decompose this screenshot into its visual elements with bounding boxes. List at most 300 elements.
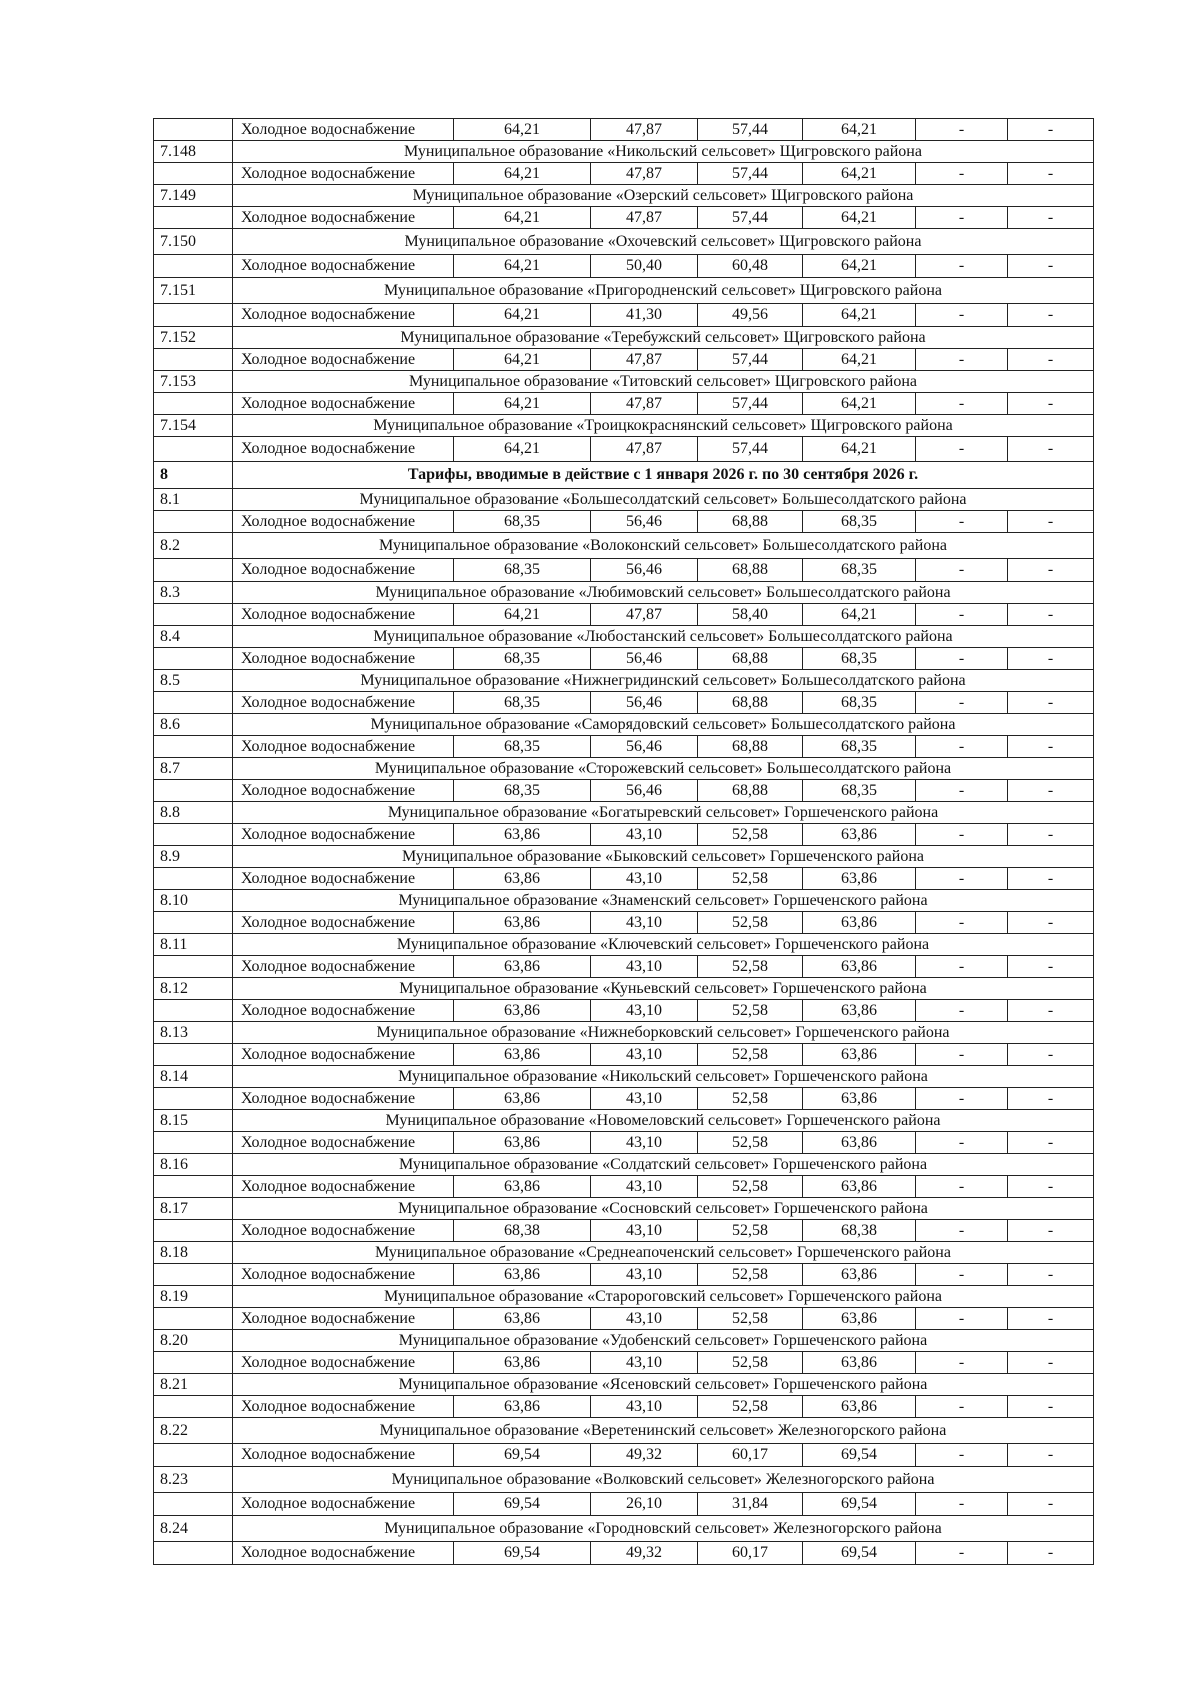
- municipality-row: [154, 670, 1094, 692]
- row-number-cell: [154, 912, 233, 934]
- tariff-value-cell: 63,86: [803, 1132, 916, 1154]
- tariff-value-cell: -: [1008, 604, 1094, 626]
- tariff-value-cell: -: [1008, 1542, 1094, 1565]
- municipality-row: [154, 371, 1094, 393]
- tariff-value-cell: -: [1008, 736, 1094, 758]
- service-name-cell: Холодное водоснабжение: [233, 1000, 454, 1022]
- row-number-cell: 8.7: [154, 758, 233, 780]
- tariff-value-cell: 63,86: [803, 824, 916, 846]
- service-name-cell: Холодное водоснабжение: [233, 163, 454, 185]
- tariff-value-cell: -: [916, 255, 1008, 278]
- service-row: [154, 1132, 1094, 1154]
- municipality-title: Муниципальное образование «Быковский сельсовет» Горшеченского района: [233, 846, 1094, 868]
- municipality-title: Муниципальное образование «Любостанский сельсовет» Большесолдатского района: [233, 626, 1094, 648]
- tariff-value-cell: -: [916, 1493, 1008, 1516]
- tariff-value-cell: 56,46: [591, 559, 698, 582]
- row-number-cell: [154, 1308, 233, 1330]
- tariff-value-cell: -: [916, 648, 1008, 670]
- tariff-value-cell: 60,17: [698, 1542, 803, 1565]
- service-name-cell: Холодное водоснабжение: [233, 119, 454, 141]
- service-name-cell: Холодное водоснабжение: [233, 868, 454, 890]
- municipality-row: [154, 185, 1094, 207]
- row-number-cell: [154, 1132, 233, 1154]
- row-number-cell: [154, 824, 233, 846]
- tariff-value-cell: -: [1008, 1044, 1094, 1066]
- service-name-cell: Холодное водоснабжение: [233, 780, 454, 802]
- tariff-value-cell: -: [1008, 1308, 1094, 1330]
- municipality-title: Муниципальное образование «Озерский сельсовет» Щигровского района: [233, 185, 1094, 207]
- tariff-value-cell: 68,38: [454, 1220, 591, 1242]
- municipality-row: [154, 278, 1094, 304]
- service-name-cell: Холодное водоснабжение: [233, 736, 454, 758]
- tariff-value-cell: 64,21: [454, 349, 591, 371]
- row-number-cell: [154, 1044, 233, 1066]
- service-row: [154, 604, 1094, 626]
- municipality-row: [154, 1110, 1094, 1132]
- tariff-value-cell: 52,58: [698, 1088, 803, 1110]
- tariff-table: [153, 118, 1094, 1565]
- tariff-value-cell: -: [1008, 393, 1094, 415]
- municipality-title: Муниципальное образование «Солдатский сельсовет» Горшеченского района: [233, 1154, 1094, 1176]
- tariff-value-cell: -: [916, 736, 1008, 758]
- tariff-value-cell: 63,86: [454, 868, 591, 890]
- tariff-value-cell: -: [1008, 1444, 1094, 1467]
- tariff-value-cell: 56,46: [591, 736, 698, 758]
- service-row: [154, 824, 1094, 846]
- row-number-cell: [154, 393, 233, 415]
- tariff-value-cell: 63,86: [803, 1044, 916, 1066]
- tariff-value-cell: -: [916, 1308, 1008, 1330]
- tariff-value-cell: 43,10: [591, 1132, 698, 1154]
- tariff-value-cell: -: [1008, 1264, 1094, 1286]
- row-number-cell: [154, 604, 233, 626]
- tariff-value-cell: 52,58: [698, 1000, 803, 1022]
- municipality-title: Муниципальное образование «Среднеапоченский сельсовет» Горшеченского района: [233, 1242, 1094, 1264]
- tariff-value-cell: 68,35: [454, 692, 591, 714]
- tariff-value-cell: 47,87: [591, 604, 698, 626]
- tariff-value-cell: 26,10: [591, 1493, 698, 1516]
- municipality-row: [154, 1286, 1094, 1308]
- municipality-title: Муниципальное образование «Нижнегридинский сельсовет» Большесолдатского района: [233, 670, 1094, 692]
- tariff-value-cell: 43,10: [591, 1396, 698, 1418]
- service-row: [154, 207, 1094, 229]
- tariff-value-cell: 52,58: [698, 1044, 803, 1066]
- tariff-value-cell: 63,86: [454, 1088, 591, 1110]
- tariff-value-cell: -: [916, 824, 1008, 846]
- tariff-value-cell: -: [916, 1542, 1008, 1565]
- service-row: [154, 1308, 1094, 1330]
- municipality-title: Муниципальное образование «Сторожевский сельсовет» Большесолдатского района: [233, 758, 1094, 780]
- service-row: [154, 511, 1094, 533]
- tariff-value-cell: 64,21: [454, 393, 591, 415]
- municipality-row: [154, 582, 1094, 604]
- tariff-value-cell: -: [1008, 163, 1094, 185]
- tariff-value-cell: 64,21: [803, 207, 916, 229]
- tariff-value-cell: 56,46: [591, 511, 698, 533]
- tariff-value-cell: -: [916, 1176, 1008, 1198]
- municipality-row: [154, 978, 1094, 1000]
- tariff-value-cell: 68,88: [698, 736, 803, 758]
- service-row: [154, 1444, 1094, 1467]
- row-number-cell: [154, 437, 233, 462]
- tariff-value-cell: 63,86: [454, 1352, 591, 1374]
- tariff-value-cell: -: [1008, 868, 1094, 890]
- tariff-value-cell: 47,87: [591, 349, 698, 371]
- row-number-cell: [154, 868, 233, 890]
- tariff-value-cell: 49,32: [591, 1542, 698, 1565]
- row-number-cell: 8.24: [154, 1516, 233, 1542]
- tariff-value-cell: -: [916, 1132, 1008, 1154]
- tariff-value-cell: -: [1008, 437, 1094, 462]
- row-number-cell: 8.9: [154, 846, 233, 868]
- tariff-value-cell: -: [1008, 349, 1094, 371]
- service-name-cell: Холодное водоснабжение: [233, 437, 454, 462]
- row-number-cell: [154, 1542, 233, 1565]
- tariff-value-cell: 63,86: [454, 956, 591, 978]
- tariff-value-cell: -: [1008, 1000, 1094, 1022]
- tariff-value-cell: 64,21: [803, 255, 916, 278]
- tariff-value-cell: 43,10: [591, 1308, 698, 1330]
- tariff-value-cell: 69,54: [803, 1542, 916, 1565]
- tariff-value-cell: -: [916, 393, 1008, 415]
- municipality-title: Муниципальное образование «Никольский сельсовет» Горшеченского района: [233, 1066, 1094, 1088]
- municipality-title: Муниципальное образование «Старороговский сельсовет» Горшеченского района: [233, 1286, 1094, 1308]
- service-row: [154, 1220, 1094, 1242]
- service-name-cell: Холодное водоснабжение: [233, 824, 454, 846]
- row-number-cell: 8.13: [154, 1022, 233, 1044]
- tariff-value-cell: 47,87: [591, 207, 698, 229]
- tariff-value-cell: 43,10: [591, 956, 698, 978]
- municipality-row: [154, 415, 1094, 437]
- tariff-value-cell: 69,54: [803, 1444, 916, 1467]
- municipality-title: Муниципальное образование «Новомеловский сельсовет» Горшеченского района: [233, 1110, 1094, 1132]
- row-number-cell: [154, 511, 233, 533]
- row-number-cell: 7.154: [154, 415, 233, 437]
- municipality-title: Муниципальное образование «Любимовский сельсовет» Большесолдатского района: [233, 582, 1094, 604]
- service-name-cell: Холодное водоснабжение: [233, 255, 454, 278]
- municipality-row: [154, 626, 1094, 648]
- service-row: [154, 1396, 1094, 1418]
- service-row: [154, 304, 1094, 327]
- service-name-cell: Холодное водоснабжение: [233, 1220, 454, 1242]
- row-number-cell: [154, 1264, 233, 1286]
- tariff-value-cell: 68,88: [698, 692, 803, 714]
- municipality-row: [154, 934, 1094, 956]
- municipality-row: [154, 1330, 1094, 1352]
- tariff-value-cell: 57,44: [698, 207, 803, 229]
- tariff-value-cell: 60,48: [698, 255, 803, 278]
- row-number-cell: [154, 956, 233, 978]
- tariff-value-cell: 47,87: [591, 119, 698, 141]
- tariff-value-cell: 43,10: [591, 1000, 698, 1022]
- tariff-value-cell: -: [1008, 912, 1094, 934]
- tariff-value-cell: 50,40: [591, 255, 698, 278]
- tariff-value-cell: 63,86: [454, 1044, 591, 1066]
- row-number-cell: 7.149: [154, 185, 233, 207]
- tariff-value-cell: 52,58: [698, 1308, 803, 1330]
- municipality-row: [154, 714, 1094, 736]
- tariff-value-cell: -: [1008, 559, 1094, 582]
- tariff-value-cell: 64,21: [803, 604, 916, 626]
- tariff-value-cell: 69,54: [803, 1493, 916, 1516]
- row-number-cell: [154, 255, 233, 278]
- municipality-title: Муниципальное образование «Волковский сельсовет» Железногорского района: [233, 1467, 1094, 1493]
- tariff-value-cell: -: [1008, 119, 1094, 141]
- service-row: [154, 1044, 1094, 1066]
- service-name-cell: Холодное водоснабжение: [233, 207, 454, 229]
- row-number-cell: 8.19: [154, 1286, 233, 1308]
- tariff-value-cell: 63,86: [803, 1308, 916, 1330]
- tariff-value-cell: -: [1008, 207, 1094, 229]
- row-number-cell: 7.150: [154, 229, 233, 255]
- municipality-title: Муниципальное образование «Никольский сельсовет» Щигровского района: [233, 141, 1094, 163]
- municipality-title: Муниципальное образование «Теребужский сельсовет» Щигровского района: [233, 327, 1094, 349]
- service-row: [154, 349, 1094, 371]
- tariff-value-cell: 63,86: [454, 1264, 591, 1286]
- row-number-cell: 8.1: [154, 489, 233, 511]
- municipality-row: [154, 327, 1094, 349]
- tariff-value-cell: -: [916, 163, 1008, 185]
- service-row: [154, 912, 1094, 934]
- tariff-value-cell: 64,21: [803, 119, 916, 141]
- service-row: [154, 559, 1094, 582]
- tariff-value-cell: 68,35: [803, 780, 916, 802]
- municipality-row: [154, 890, 1094, 912]
- service-name-cell: Холодное водоснабжение: [233, 604, 454, 626]
- municipality-title: Муниципальное образование «Веретенинский сельсовет» Железногорского района: [233, 1418, 1094, 1444]
- tariff-value-cell: 68,88: [698, 780, 803, 802]
- row-number-cell: 8.14: [154, 1066, 233, 1088]
- tariff-value-cell: 52,58: [698, 956, 803, 978]
- row-number-cell: [154, 1352, 233, 1374]
- tariff-value-cell: 60,17: [698, 1444, 803, 1467]
- municipality-title: Муниципальное образование «Волоконский сельсовет» Большесолдатского района: [233, 533, 1094, 559]
- tariff-value-cell: -: [916, 1264, 1008, 1286]
- tariff-value-cell: 68,35: [803, 736, 916, 758]
- municipality-row: [154, 1066, 1094, 1088]
- tariff-value-cell: 52,58: [698, 1264, 803, 1286]
- service-name-cell: Холодное водоснабжение: [233, 912, 454, 934]
- municipality-row: [154, 141, 1094, 163]
- tariff-value-cell: 43,10: [591, 1044, 698, 1066]
- tariff-value-cell: -: [1008, 1176, 1094, 1198]
- tariff-value-cell: 52,58: [698, 1220, 803, 1242]
- tariff-value-cell: 64,21: [454, 255, 591, 278]
- tariff-value-cell: 64,21: [803, 437, 916, 462]
- service-name-cell: Холодное водоснабжение: [233, 304, 454, 327]
- tariff-value-cell: 68,38: [803, 1220, 916, 1242]
- municipality-row: [154, 846, 1094, 868]
- tariff-value-cell: 56,46: [591, 692, 698, 714]
- service-name-cell: Холодное водоснабжение: [233, 1088, 454, 1110]
- service-row: [154, 736, 1094, 758]
- tariff-value-cell: 63,86: [454, 1176, 591, 1198]
- tariff-value-cell: 52,58: [698, 1396, 803, 1418]
- municipality-title: Муниципальное образование «Пригородненский сельсовет» Щигровского района: [233, 278, 1094, 304]
- tariff-value-cell: 64,21: [803, 349, 916, 371]
- service-name-cell: Холодное водоснабжение: [233, 648, 454, 670]
- tariff-value-cell: -: [916, 692, 1008, 714]
- municipality-title: Муниципальное образование «Сосновский сельсовет» Горшеченского района: [233, 1198, 1094, 1220]
- tariff-value-cell: -: [916, 349, 1008, 371]
- service-row: [154, 1264, 1094, 1286]
- row-number-cell: 8.6: [154, 714, 233, 736]
- tariff-value-cell: 68,35: [803, 511, 916, 533]
- row-number-cell: [154, 1396, 233, 1418]
- service-row: [154, 1542, 1094, 1565]
- row-number-cell: 8.22: [154, 1418, 233, 1444]
- tariff-value-cell: 64,21: [454, 604, 591, 626]
- tariff-value-cell: 49,56: [698, 304, 803, 327]
- row-number-cell: [154, 119, 233, 141]
- row-number-cell: [154, 692, 233, 714]
- tariff-value-cell: 63,86: [803, 1088, 916, 1110]
- tariff-value-cell: 63,86: [454, 1396, 591, 1418]
- municipality-row: [154, 1198, 1094, 1220]
- tariff-value-cell: 41,30: [591, 304, 698, 327]
- tariff-value-cell: 47,87: [591, 393, 698, 415]
- tariff-value-cell: 63,86: [803, 1352, 916, 1374]
- section-title: Тарифы, вводимые в действие с 1 января 2026 г. по 30 сентября 2026 г.: [233, 462, 1094, 489]
- tariff-value-cell: 47,87: [591, 437, 698, 462]
- service-row: [154, 1088, 1094, 1110]
- tariff-value-cell: -: [1008, 824, 1094, 846]
- tariff-value-cell: 47,87: [591, 163, 698, 185]
- tariff-value-cell: 49,32: [591, 1444, 698, 1467]
- tariff-value-cell: -: [916, 868, 1008, 890]
- tariff-value-cell: 63,86: [803, 868, 916, 890]
- service-name-cell: Холодное водоснабжение: [233, 956, 454, 978]
- tariff-value-cell: 69,54: [454, 1542, 591, 1565]
- tariff-value-cell: 64,21: [454, 207, 591, 229]
- tariff-value-cell: -: [1008, 780, 1094, 802]
- tariff-value-cell: 57,44: [698, 163, 803, 185]
- row-number-cell: [154, 304, 233, 327]
- tariff-value-cell: 52,58: [698, 1352, 803, 1374]
- service-name-cell: Холодное водоснабжение: [233, 1308, 454, 1330]
- service-row: [154, 868, 1094, 890]
- row-number-cell: 8.3: [154, 582, 233, 604]
- service-row: [154, 1352, 1094, 1374]
- tariff-value-cell: -: [1008, 511, 1094, 533]
- municipality-row: [154, 1242, 1094, 1264]
- tariff-value-cell: 52,58: [698, 912, 803, 934]
- row-number-cell: 8.11: [154, 934, 233, 956]
- tariff-value-cell: -: [1008, 255, 1094, 278]
- municipality-row: [154, 533, 1094, 559]
- service-row: [154, 437, 1094, 462]
- tariff-value-cell: -: [916, 1352, 1008, 1374]
- tariff-value-cell: 43,10: [591, 1220, 698, 1242]
- tariff-value-cell: 64,21: [454, 304, 591, 327]
- tariff-value-cell: 63,86: [454, 1132, 591, 1154]
- tariff-value-cell: 63,86: [454, 1308, 591, 1330]
- tariff-value-cell: 43,10: [591, 1088, 698, 1110]
- service-name-cell: Холодное водоснабжение: [233, 1542, 454, 1565]
- row-number-cell: 8.16: [154, 1154, 233, 1176]
- municipality-title: Муниципальное образование «Удобенский сельсовет» Горшеченского района: [233, 1330, 1094, 1352]
- municipality-title: Муниципальное образование «Куньевский сельсовет» Горшеченского района: [233, 978, 1094, 1000]
- service-name-cell: Холодное водоснабжение: [233, 1493, 454, 1516]
- tariff-value-cell: 68,35: [803, 692, 916, 714]
- service-row: [154, 692, 1094, 714]
- tariff-value-cell: -: [916, 1396, 1008, 1418]
- service-name-cell: Холодное водоснабжение: [233, 692, 454, 714]
- service-row: [154, 648, 1094, 670]
- row-number-cell: 8: [154, 462, 233, 489]
- tariff-value-cell: -: [916, 1000, 1008, 1022]
- service-row: [154, 956, 1094, 978]
- tariff-value-cell: 68,88: [698, 648, 803, 670]
- municipality-row: [154, 1154, 1094, 1176]
- service-row: [154, 1493, 1094, 1516]
- municipality-title: Муниципальное образование «Большесолдатский сельсовет» Большесолдатского района: [233, 489, 1094, 511]
- tariff-value-cell: 43,10: [591, 912, 698, 934]
- row-number-cell: [154, 1000, 233, 1022]
- tariff-value-cell: -: [916, 207, 1008, 229]
- tariff-value-cell: -: [1008, 1493, 1094, 1516]
- tariff-value-cell: 52,58: [698, 868, 803, 890]
- tariff-value-cell: 63,86: [454, 1000, 591, 1022]
- row-number-cell: [154, 1493, 233, 1516]
- tariff-value-cell: 68,88: [698, 559, 803, 582]
- tariff-value-cell: -: [1008, 648, 1094, 670]
- municipality-title: Муниципальное образование «Саморядовский сельсовет» Большесолдатского района: [233, 714, 1094, 736]
- tariff-value-cell: 63,86: [454, 824, 591, 846]
- row-number-cell: [154, 736, 233, 758]
- tariff-value-cell: -: [1008, 956, 1094, 978]
- row-number-cell: [154, 207, 233, 229]
- tariff-value-cell: 43,10: [591, 824, 698, 846]
- municipality-title: Муниципальное образование «Богатыревский сельсовет» Горшеченского района: [233, 802, 1094, 824]
- tariff-value-cell: 63,86: [454, 912, 591, 934]
- tariff-value-cell: 52,58: [698, 1132, 803, 1154]
- tariff-value-cell: 64,21: [454, 119, 591, 141]
- tariff-value-cell: 64,21: [454, 437, 591, 462]
- row-number-cell: [154, 780, 233, 802]
- municipality-row: [154, 758, 1094, 780]
- municipality-row: [154, 1418, 1094, 1444]
- tariff-value-cell: 52,58: [698, 1176, 803, 1198]
- municipality-title: Муниципальное образование «Ясеновский сельсовет» Горшеченского района: [233, 1374, 1094, 1396]
- service-name-cell: Холодное водоснабжение: [233, 1132, 454, 1154]
- tariff-value-cell: 43,10: [591, 1176, 698, 1198]
- municipality-row: [154, 802, 1094, 824]
- municipality-row: [154, 1516, 1094, 1542]
- municipality-title: Муниципальное образование «Троицкокраснянский сельсовет» Щигровского района: [233, 415, 1094, 437]
- municipality-title: Муниципальное образование «Знаменский сельсовет» Горшеченского района: [233, 890, 1094, 912]
- tariff-value-cell: -: [916, 912, 1008, 934]
- tariff-value-cell: 64,21: [454, 163, 591, 185]
- row-number-cell: [154, 1088, 233, 1110]
- tariff-value-cell: 68,35: [454, 736, 591, 758]
- tariff-value-cell: 43,10: [591, 1352, 698, 1374]
- tariff-value-cell: 68,35: [454, 780, 591, 802]
- tariff-value-cell: -: [1008, 692, 1094, 714]
- tariff-value-cell: -: [916, 119, 1008, 141]
- service-name-cell: Холодное водоснабжение: [233, 1264, 454, 1286]
- tariff-value-cell: 69,54: [454, 1444, 591, 1467]
- row-number-cell: 8.2: [154, 533, 233, 559]
- service-name-cell: Холодное водоснабжение: [233, 393, 454, 415]
- tariff-value-cell: -: [916, 604, 1008, 626]
- tariff-value-cell: 56,46: [591, 648, 698, 670]
- service-name-cell: Холодное водоснабжение: [233, 1396, 454, 1418]
- service-name-cell: Холодное водоснабжение: [233, 1044, 454, 1066]
- service-name-cell: Холодное водоснабжение: [233, 511, 454, 533]
- tariff-value-cell: 52,58: [698, 824, 803, 846]
- service-row: [154, 393, 1094, 415]
